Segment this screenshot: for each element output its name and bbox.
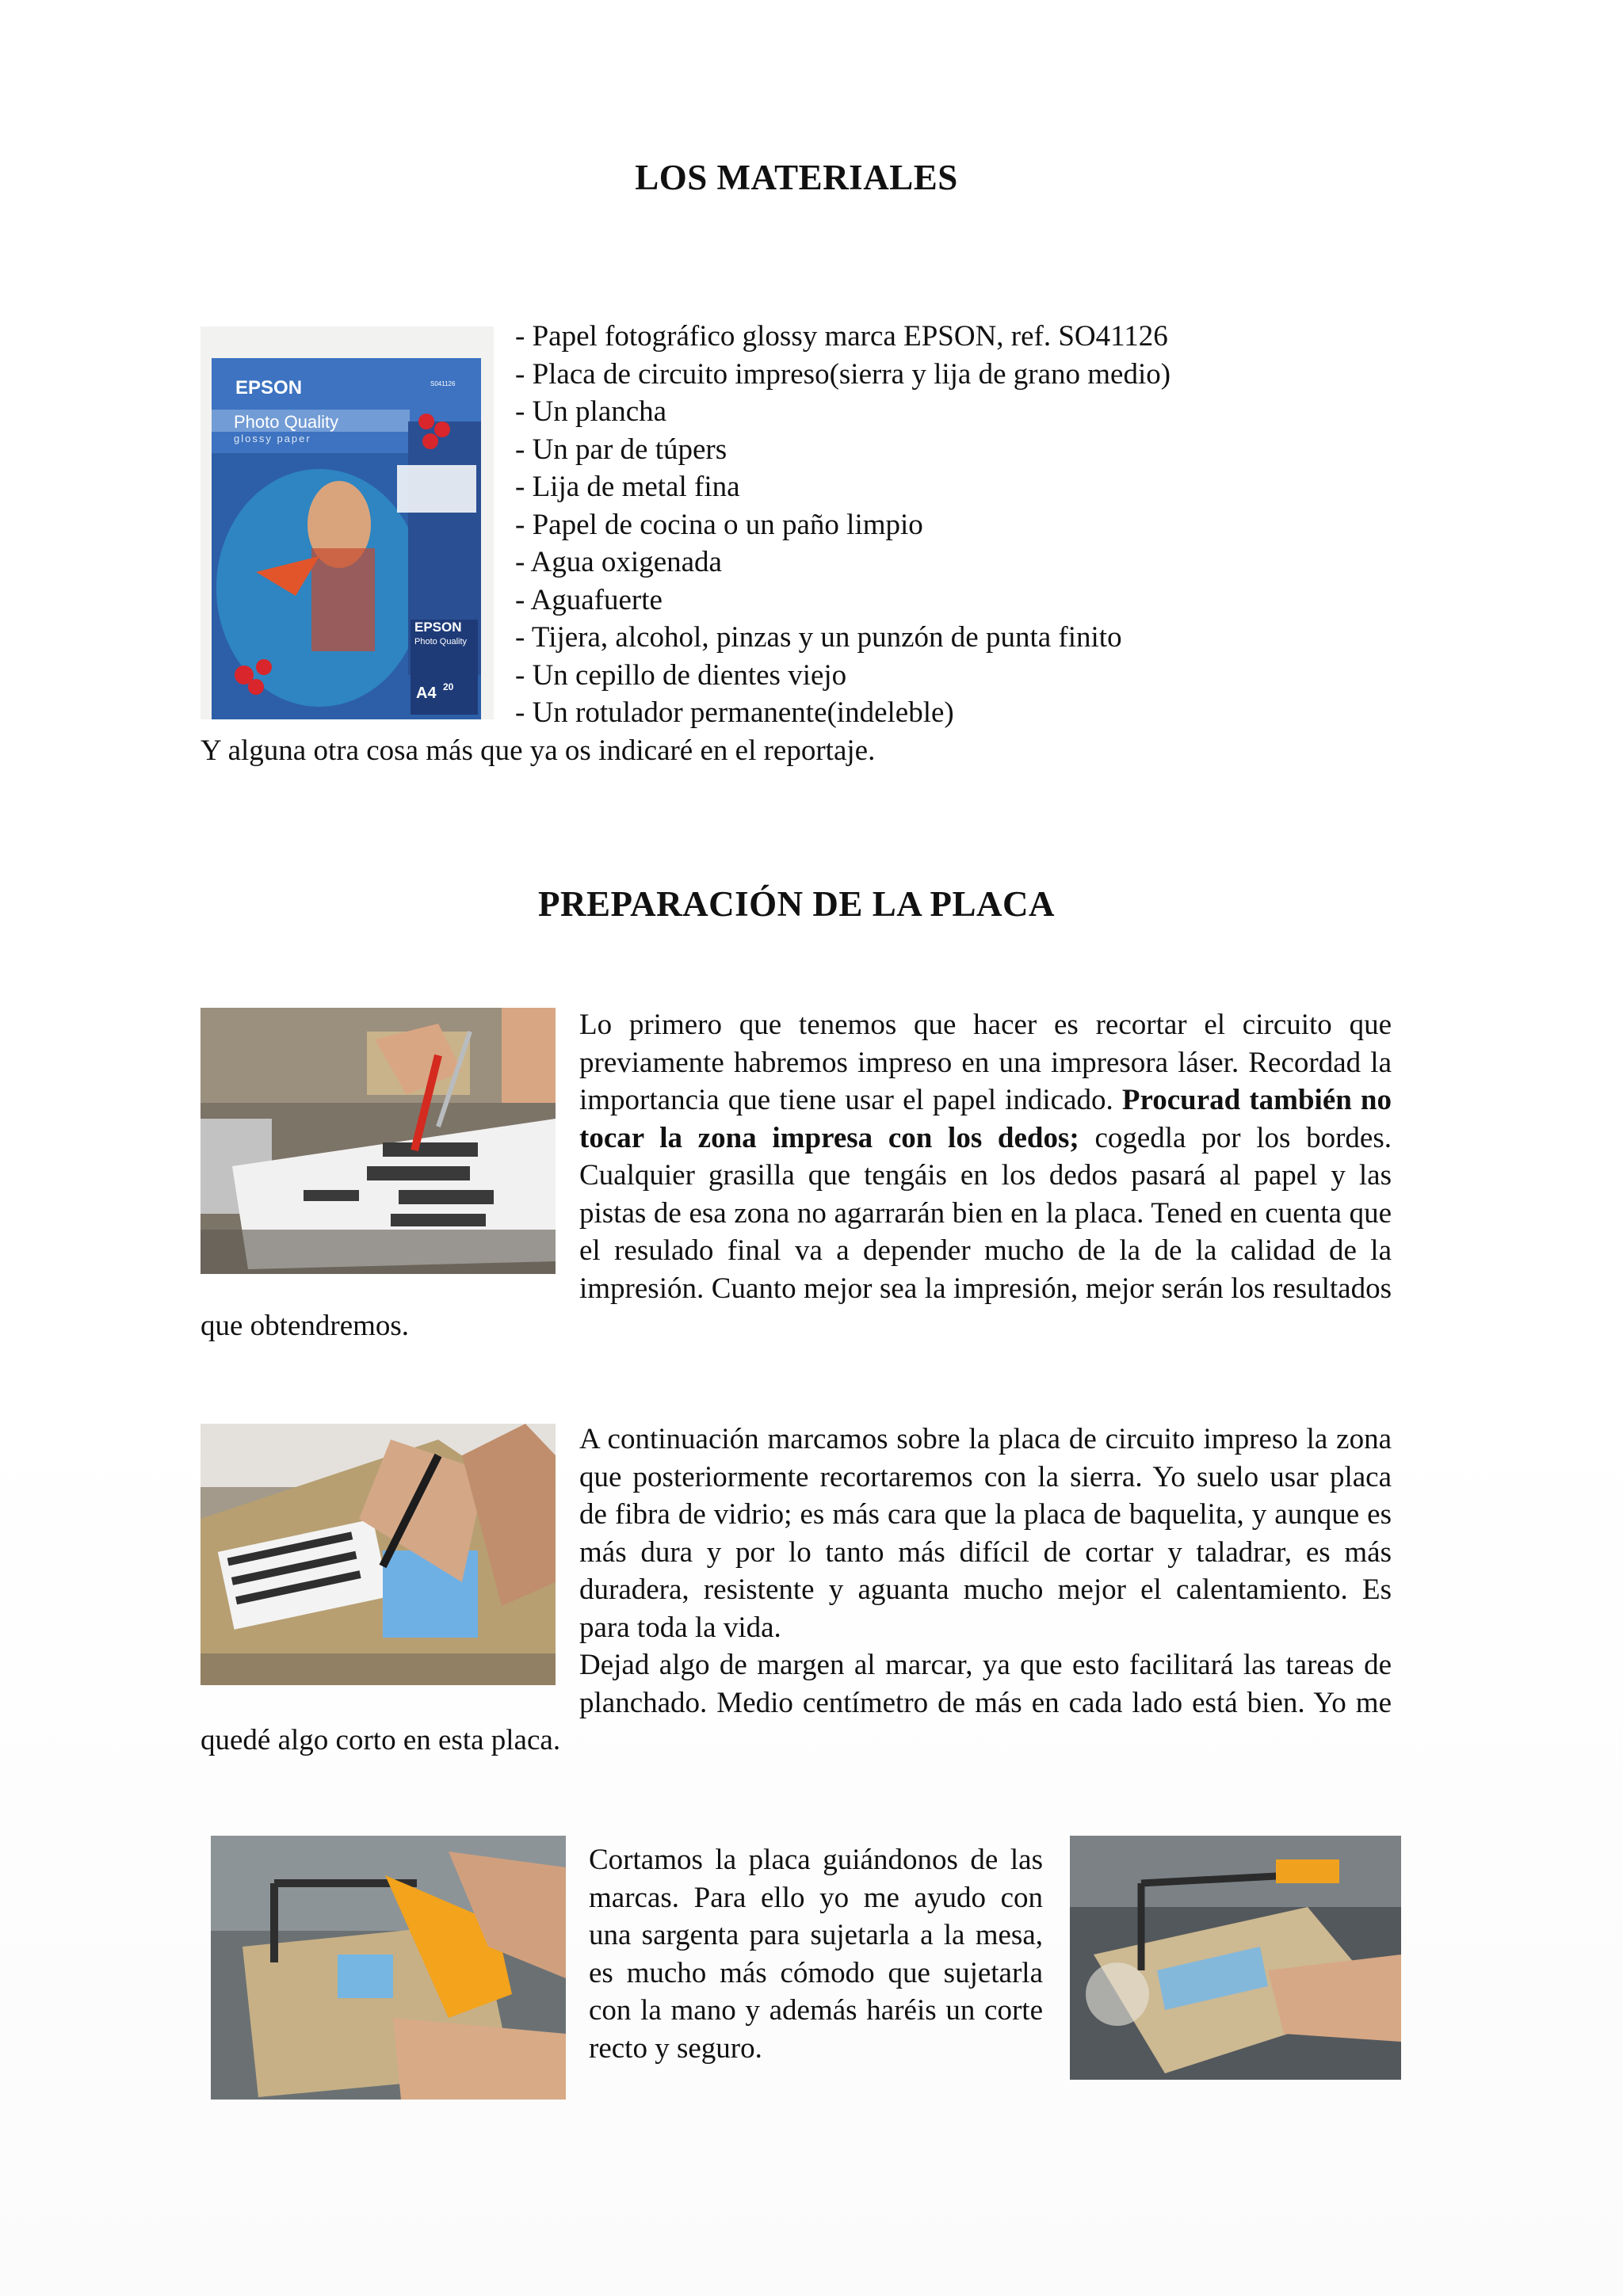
- material-item: - Papel de cocina o un paño limpio: [515, 508, 923, 541]
- paragraph-text: cogedla por los bordes. Cualquier grasilla que tengáis en los dedos pasará al papel y las pistas de esa zona no agarrarán bien en la placa. Tened en cuenta que el resulado final va a depender mucho de la de la calidad de la impresión. Cuanto mejor sea la impresión, mejor serán los resultados que obtendremos.: [200, 1121, 1392, 1342]
- paragraph-bold-text: Procurad también no tocar la zona impresa con los dedos;: [579, 1084, 1392, 1154]
- sawing-board-photo-right: [1070, 1836, 1401, 2080]
- scissors-cutting-photo: [200, 1008, 556, 1274]
- photo-code-label: S041126: [430, 380, 456, 387]
- paragraph-text: Lo primero que tenemos que hacer es recortar el circuito que previamente habremos impreso en una impresora láser. Recordad la importancia que tiene usar el papel indicado.: [579, 1009, 1392, 1116]
- photo-count-label: 20: [443, 681, 454, 692]
- material-item: - Un plancha: [515, 395, 667, 428]
- paragraph-text: A continuación marcamos sobre la placa de circuito impreso la zona que posteriormente recortaremos con la sierra. Yo suelo usar placa de fibra de vidrio; es más cara que la placa de baquelita, y aunque es más dura y por lo tanto más difícil de cortar y taladrar, es más duradera, resistente y aguanta mucho mejor el calentamiento. Es para toda la vida.: [579, 1423, 1392, 1644]
- material-item: - Un cepillo de dientes viejo: [515, 658, 847, 692]
- epson-paper-photo: [200, 326, 494, 719]
- sawing-board-photo-left: [211, 1836, 566, 2100]
- paragraph-text: Dejad algo de margen al marcar, ya que esto facilitará las tareas de planchado. Medio centímetro de más en cada lado está bien. Yo me quedé algo corto en esta placa.: [200, 1649, 1392, 1756]
- photo-size-label: A4: [416, 685, 437, 702]
- material-item: - Un par de túpers: [515, 433, 727, 466]
- paragraph-marking-board: [200, 1421, 1392, 1760]
- marking-board-photo: [200, 1424, 556, 1685]
- photo-brand2-label: EPSON: [414, 620, 462, 635]
- material-item: - Tijera, alcohol, pinzas y un punzón de punta finito: [515, 621, 1122, 654]
- paragraph-cutting-circuit: [200, 1006, 1392, 1345]
- photo-brand-label: EPSON: [235, 377, 303, 399]
- material-item: - Un rotulador permanente(indeleble): [515, 696, 954, 729]
- material-item: - Placa de circuito impreso(sierra y lija de grano medio): [515, 357, 1171, 391]
- materials-list: [515, 318, 1170, 732]
- material-item: - Papel fotográfico glossy marca EPSON, ref. SO41126: [515, 320, 1168, 353]
- photo-quality2-label: Photo Quality: [414, 637, 468, 646]
- material-item: - Agua oxigenada: [515, 546, 722, 578]
- materials-closing-text: Y alguna otra cosa más que ya os indicaré en el reportaje.: [200, 734, 876, 767]
- paragraph-sawing-board: Cortamos la placa guiándonos de las marcas. Para ello yo me ayudo con una sargenta para sujetarla a la mesa, es mucho más cómodo que sujetarla con la mano y además haréis un corte recto y seguro.: [589, 1844, 1043, 2065]
- material-item: - Lija de metal fina: [515, 471, 740, 503]
- photo-glossy-label: glossy paper: [234, 433, 311, 444]
- photo-quality-label: Photo Quality: [234, 412, 339, 432]
- section-title-preparacion: PREPARACIÓN DE LA PLACA: [538, 884, 1055, 924]
- material-item: - Aguafuerte: [515, 583, 663, 616]
- section-title-materiales: LOS MATERIALES: [635, 158, 958, 197]
